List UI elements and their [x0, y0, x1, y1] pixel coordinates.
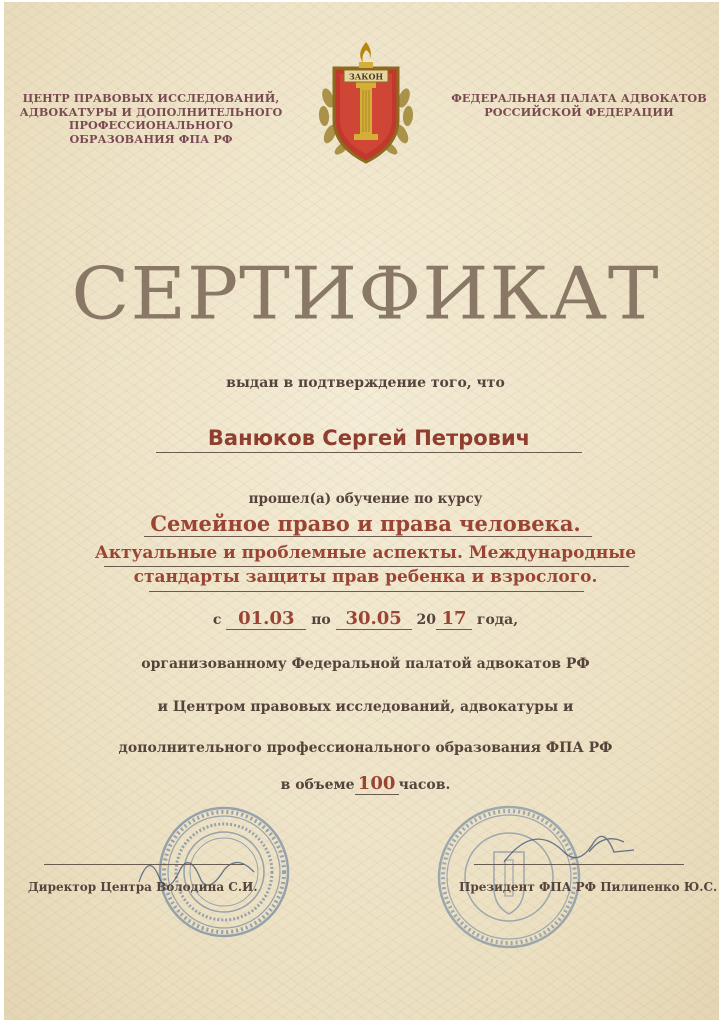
- course-title-line3: стандарты защиты прав ребенка и взрослого.: [133, 567, 598, 587]
- organizer-line1: организованному Федеральной палатой адвокатов РФ: [141, 656, 590, 672]
- signature-line-right: [474, 864, 684, 865]
- certificate-title: СЕРТИФИКАТ: [71, 251, 660, 336]
- hours-suffix: часов.: [398, 777, 451, 793]
- course-title-line2: Актуальные и проблемные аспекты. Международные: [94, 543, 637, 563]
- header-right-line: ФЕДЕРАЛЬНАЯ ПАЛАТА АДВОКАТОВ: [451, 91, 707, 105]
- issued-text: выдан в подтверждение того, что: [226, 375, 505, 391]
- signatory-left: Директор Центра Володина С.И.: [28, 880, 258, 894]
- date-from-value: 01.03: [226, 609, 306, 630]
- header-left-line: ПРОФЕССИОНАЛЬНОГО: [68, 118, 234, 132]
- recipient-name: Ванюков Сергей Петрович: [207, 426, 531, 450]
- header-left-line: ЦЕНТР ПРАВОВЫХ ИССЛЕДОВАНИЙ,: [22, 91, 280, 105]
- header-left-line: АДВОКАТУРЫ И ДОПОЛНИТЕЛЬНОГО: [19, 104, 283, 119]
- signatory-right: Президент ФПА РФ Пилипенко Ю.С.: [459, 880, 718, 894]
- header-right-organization: [434, 92, 719, 119]
- course-underline: [144, 536, 592, 537]
- course-dates: [4, 609, 719, 630]
- hours-prefix: в объеме: [280, 777, 355, 793]
- course-title-line1: Семейное право и права человека.: [150, 511, 581, 536]
- course-hours: [4, 773, 719, 795]
- emblem-label: ЗАКОН: [348, 71, 384, 82]
- date-to-value: 30.05: [336, 609, 412, 630]
- completed-text: прошел(а) обучение по курсу: [248, 491, 483, 507]
- course-underline: [149, 591, 584, 592]
- header-left-line: ОБРАЗОВАНИЯ ФПА РФ: [69, 131, 233, 146]
- header-left-organization: [16, 92, 286, 146]
- organizer-line2: и Центром правовых исследований, адвокатуры и: [157, 699, 574, 715]
- hours-value: 100: [355, 773, 399, 795]
- certificate: [4, 2, 719, 1020]
- organizer-line3: дополнительного профессионального образования ФПА РФ: [118, 740, 613, 756]
- date-to-prefix: по: [311, 612, 331, 628]
- date-suffix: года,: [476, 612, 519, 628]
- signature-line-left: [44, 864, 244, 865]
- year-value: 17: [436, 609, 472, 630]
- year-prefix: 20: [416, 612, 437, 628]
- date-from-prefix: с: [212, 612, 222, 628]
- recipient-name-field: [156, 424, 582, 453]
- emblem-column-icon: [314, 38, 418, 168]
- header-right-line: РОССИЙСКОЙ ФЕДЕРАЦИИ: [484, 104, 674, 119]
